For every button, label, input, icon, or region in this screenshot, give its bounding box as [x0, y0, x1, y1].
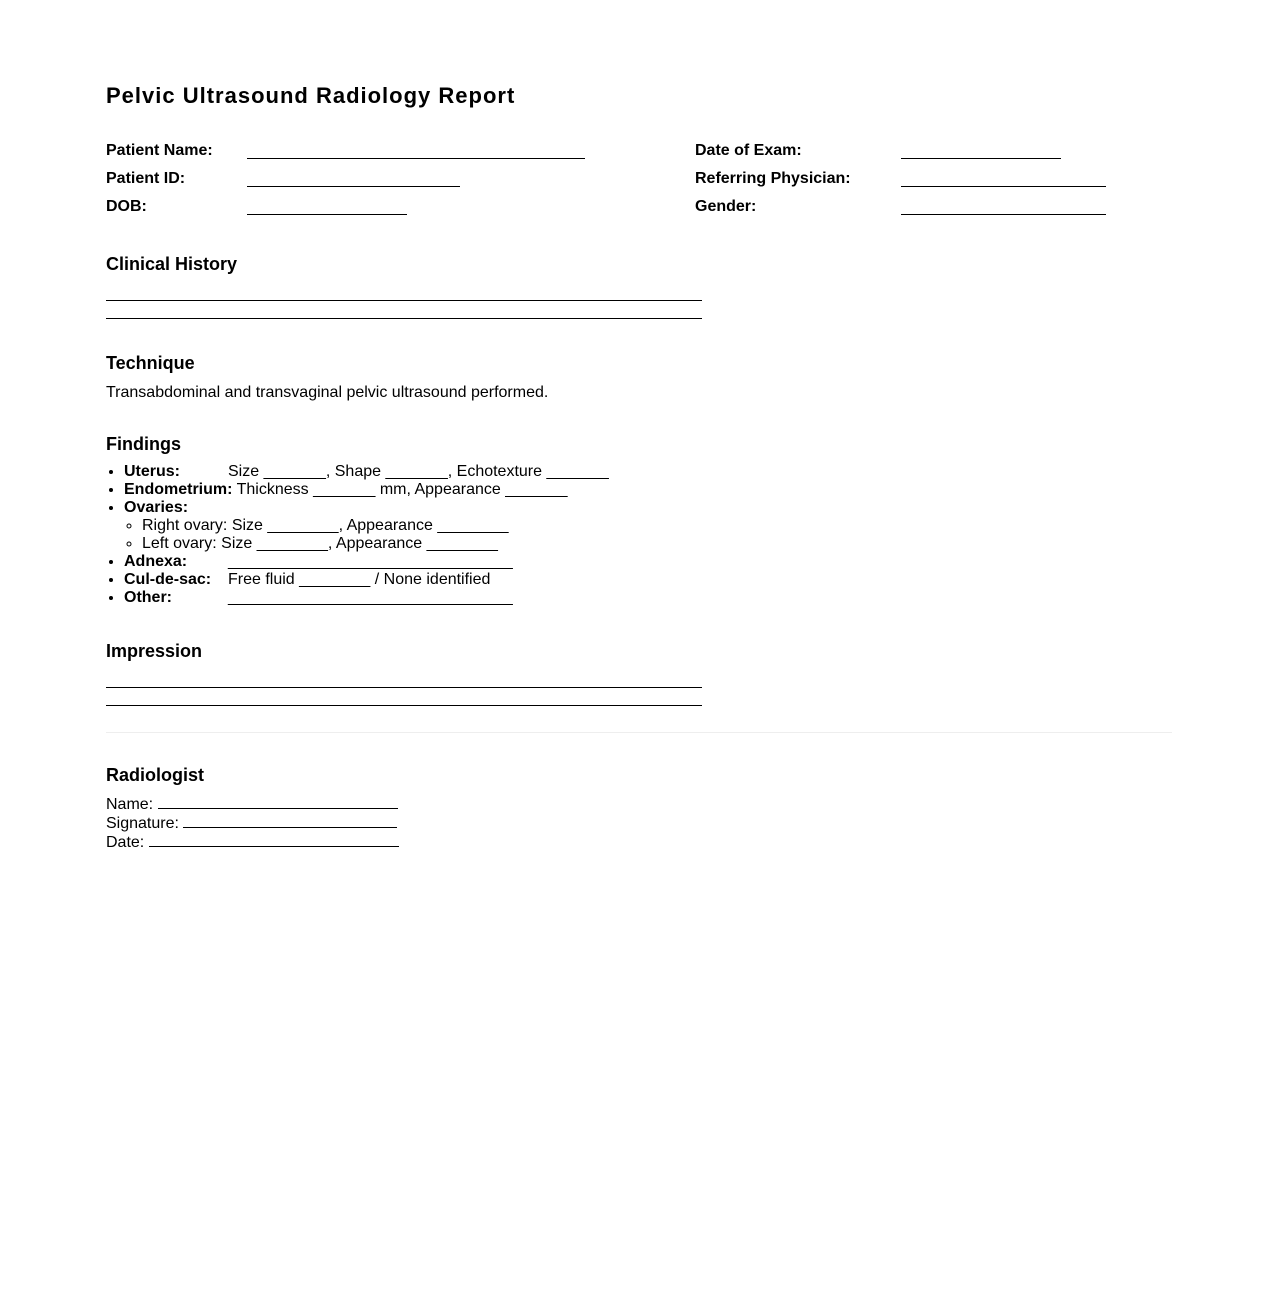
finding-adnexa: [124, 553, 609, 571]
gender-blank[interactable]: [901, 214, 1106, 215]
name-blank[interactable]: [158, 795, 398, 809]
referring-physician-blank[interactable]: [901, 186, 1106, 187]
signature-blank[interactable]: [183, 814, 397, 828]
finding-label: Endometrium:: [124, 481, 233, 498]
patient-id-blank[interactable]: [247, 186, 460, 187]
impression-heading: Impression: [106, 641, 203, 661]
field-label: Patient Name:: [106, 142, 213, 159]
finding-text[interactable]: ________________________________: [228, 553, 513, 570]
divider: [106, 732, 1172, 733]
patient-info-left: [106, 141, 606, 225]
finding-label: Other:: [124, 589, 172, 606]
finding-culdesac: [124, 571, 609, 589]
date-of-exam-field[interactable]: [695, 141, 1145, 169]
clinical-history-line[interactable]: [106, 318, 702, 319]
field-label: Date of Exam:: [695, 142, 802, 159]
finding-label: Uterus:: [124, 463, 181, 480]
gender-field[interactable]: [695, 197, 1145, 225]
field-label: Referring Physician:: [695, 170, 851, 187]
radiologist-block: [106, 795, 399, 852]
patient-name-field[interactable]: [106, 141, 606, 169]
radiologist-heading: Radiologist: [106, 765, 204, 785]
technique-text: Transabdominal and transvaginal pelvic ultrasound performed.: [106, 384, 549, 401]
patient-id-field[interactable]: [106, 169, 606, 197]
finding-label: Adnexa:: [124, 553, 188, 570]
field-label: Patient ID:: [106, 170, 186, 187]
radiologist-signature-row: [106, 814, 399, 833]
patient-info-right: [695, 141, 1145, 225]
date-label: Date:: [106, 834, 145, 851]
date-blank[interactable]: [149, 833, 399, 847]
impression-line[interactable]: [106, 705, 702, 706]
finding-text[interactable]: Size _______, Shape _______, Echotexture _______: [228, 463, 609, 480]
page-title: Pelvic Ultrasound Radiology Report: [106, 83, 516, 108]
findings-list: [106, 463, 609, 607]
referring-physician-field[interactable]: [695, 169, 1145, 197]
dob-blank[interactable]: [247, 214, 407, 215]
finding-text[interactable]: Thickness _______ mm, Appearance _______: [232, 481, 568, 498]
signature-label: Signature:: [106, 815, 179, 832]
finding-label: Cul-de-sac:: [124, 571, 212, 588]
finding-label: Ovaries:: [124, 499, 189, 516]
findings-heading: Findings: [106, 434, 181, 454]
finding-ovaries: [124, 499, 609, 553]
finding-endometrium: [124, 481, 609, 499]
finding-text[interactable]: Free fluid ________ / None identified: [228, 571, 491, 588]
finding-text[interactable]: ________________________________: [228, 589, 513, 606]
clinical-history-heading: Clinical History: [106, 254, 238, 274]
radiologist-date-row: [106, 833, 399, 852]
clinical-history-line[interactable]: [106, 300, 702, 301]
patient-name-blank[interactable]: [247, 158, 585, 159]
finding-uterus: [124, 463, 609, 481]
left-ovary[interactable]: ◦ Left ovary: Size ________, Appearance ________: [142, 535, 609, 553]
field-label: Gender:: [695, 198, 757, 215]
right-ovary[interactable]: ◦ Right ovary: Size ________, Appearance ________: [142, 517, 609, 535]
radiologist-name-row: [106, 795, 399, 814]
name-label: Name:: [106, 796, 154, 813]
dob-field[interactable]: [106, 197, 606, 225]
technique-heading: Technique: [106, 353, 195, 373]
finding-other: [124, 589, 609, 607]
impression-line[interactable]: [106, 687, 702, 688]
field-label: DOB:: [106, 198, 147, 215]
date-of-exam-blank[interactable]: [901, 158, 1061, 159]
